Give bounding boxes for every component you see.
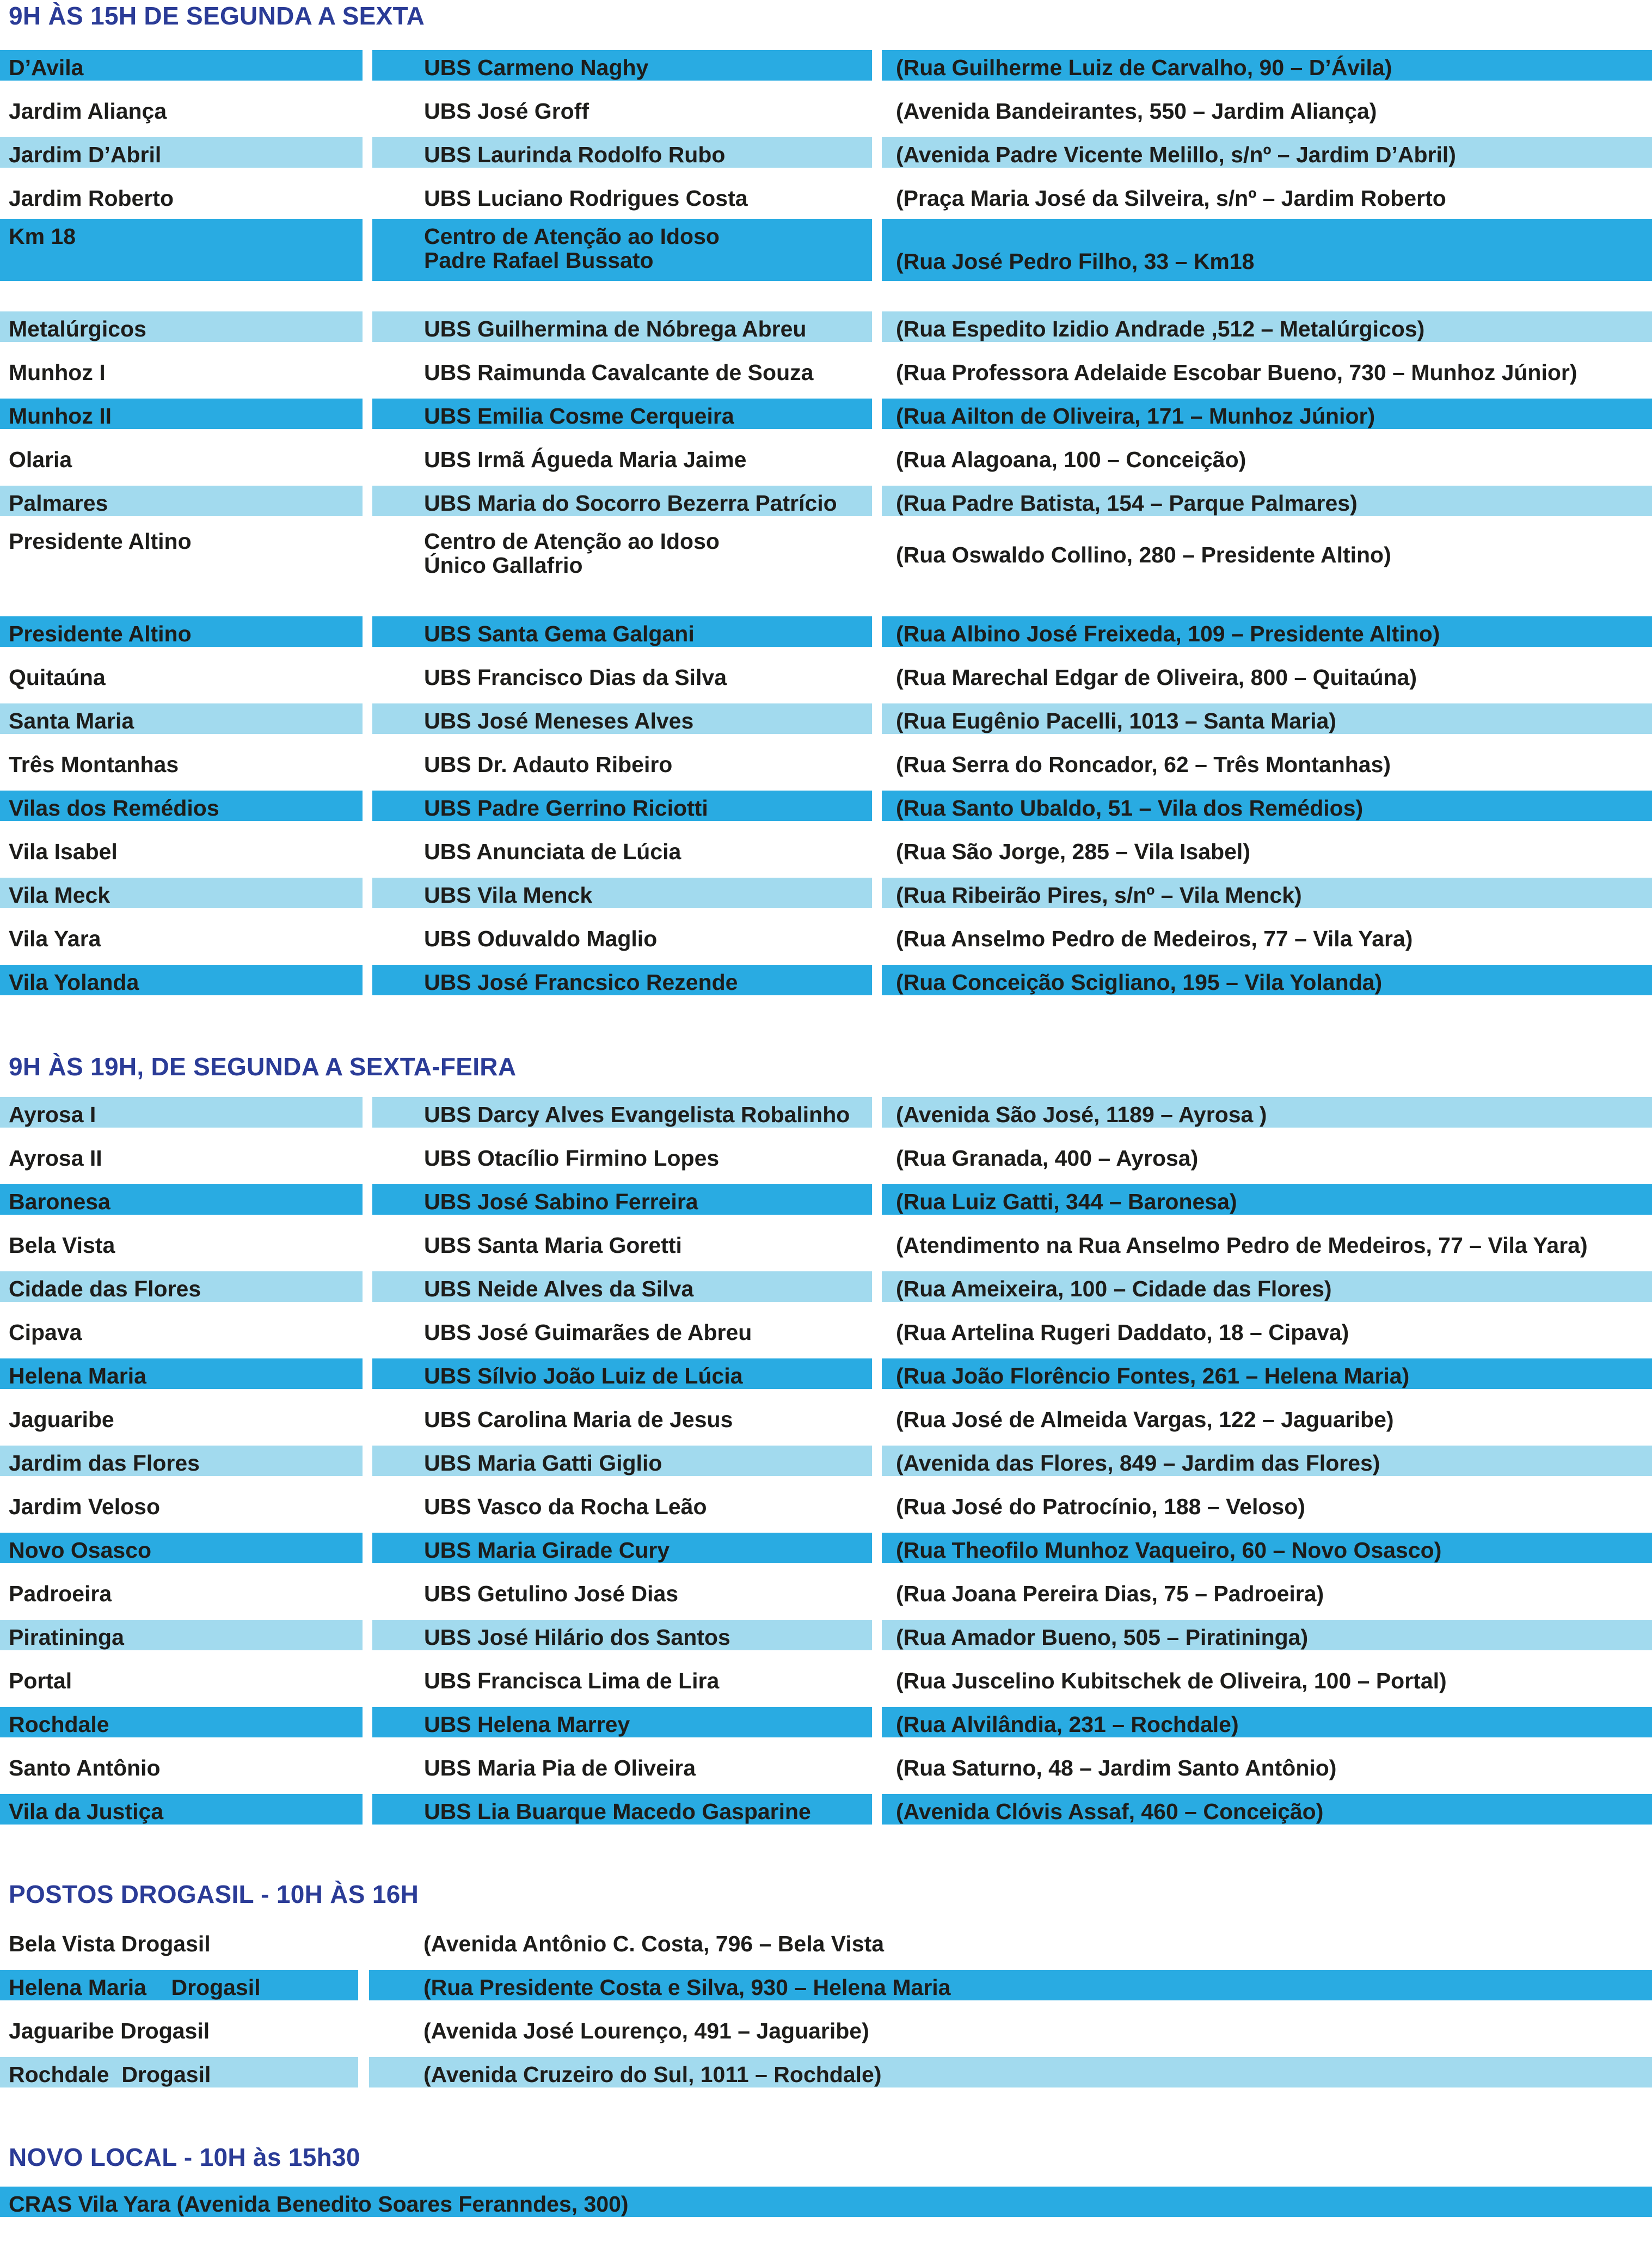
- bairro-cell: Jardim Veloso: [9, 1494, 161, 1519]
- bairro-cell: Vilas dos Remédios: [0, 791, 363, 821]
- bairro-cell: Vila Meck: [0, 878, 363, 908]
- unidade-cell: [372, 524, 872, 586]
- unidade-line-1: Centro de Atenção ao Idoso: [424, 224, 720, 249]
- table-row: [0, 1926, 1652, 1957]
- unidade-cell: UBS Santa Maria Goretti: [424, 1233, 682, 1258]
- table-row: [0, 1663, 1652, 1694]
- endereco-cell: (Rua João Florêncio Fontes, 261 – Helena Maria): [882, 1358, 1652, 1389]
- bairro-cell: Três Montanhas: [9, 752, 179, 777]
- bairro-cell: Presidente Altino: [9, 529, 192, 554]
- bairro-cell: Ayrosa I: [0, 1097, 363, 1128]
- unidade-cell: UBS Irmã Águeda Maria Jaime: [424, 447, 747, 472]
- table-row: [0, 616, 1652, 647]
- endereco-cell: (Rua Amador Bueno, 505 – Piratininga): [882, 1620, 1652, 1650]
- endereco-cell: (Rua Santo Ubaldo, 51 – Vila dos Remédios): [882, 791, 1652, 821]
- table-row: [0, 2057, 1652, 2087]
- unidade-cell: UBS José Francsico Rezende: [372, 965, 872, 995]
- table-row: [0, 1184, 1652, 1215]
- endereco-cell: (Rua Padre Batista, 154 – Parque Palmares): [882, 486, 1652, 516]
- unidade-cell: UBS Guilhermina de Nóbrega Abreu: [372, 311, 872, 342]
- section-heading-9h-15h: 9H ÀS 15H DE SEGUNDA A SEXTA: [9, 2, 425, 30]
- unidade-cell: UBS Maria Pia de Oliveira: [424, 1755, 696, 1780]
- bairro-cell: Vila Yolanda: [0, 965, 363, 995]
- endereco-cell: (Rua Serra do Roncador, 62 – Três Montanhas): [896, 752, 1391, 777]
- bairro-cell: Munhoz I: [9, 360, 106, 385]
- endereco-cell: (Avenida Clóvis Assaf, 460 – Conceição): [882, 1794, 1652, 1825]
- bairro-cell: Padroeira: [9, 1581, 112, 1606]
- unidade-cell: UBS Vasco da Rocha Leão: [424, 1494, 707, 1519]
- table-row: [0, 1358, 1652, 1389]
- bairro-cell: Presidente Altino: [0, 616, 363, 647]
- unidade-cell: UBS Maria Girade Cury: [372, 1533, 872, 1563]
- endereco-cell: (Rua Oswaldo Collino, 280 – Presidente Altino): [896, 542, 1391, 567]
- section-heading-novo-local: NOVO LOCAL - 10H às 15h30: [9, 2143, 360, 2171]
- unidade-cell: UBS José Meneses Alves: [372, 703, 872, 734]
- bairro-cell: Santo Antônio: [9, 1755, 161, 1780]
- bairro-cell: Ayrosa II: [9, 1146, 102, 1171]
- endereco-cell: (Avenida Bandeirantes, 550 – Jardim Aliança): [896, 99, 1377, 124]
- endereco-cell: (Praça Maria José da Silveira, s/nº – Jardim Roberto: [896, 186, 1446, 211]
- unidade-cell: UBS Helena Marrey: [372, 1707, 872, 1737]
- unidade-cell: UBS Santa Gema Galgani: [372, 616, 872, 647]
- bairro-cell: Baronesa: [0, 1184, 363, 1215]
- unidade-cell: UBS Otacílio Firmino Lopes: [424, 1146, 720, 1171]
- endereco-cell: (Rua São Jorge, 285 – Vila Isabel): [896, 839, 1250, 864]
- endereco-cell: (Rua Joana Pereira Dias, 75 – Padroeira): [896, 1581, 1324, 1606]
- table-row: [0, 399, 1652, 429]
- unidade-cell: UBS Neide Alves da Silva: [372, 1271, 872, 1302]
- unidade-cell: UBS José Sabino Ferreira: [372, 1184, 872, 1215]
- table-row: [0, 1750, 1652, 1781]
- table-row: [0, 878, 1652, 908]
- endereco-cell: (Rua Ribeirão Pires, s/nº – Vila Menck): [882, 878, 1652, 908]
- bairro-cell: Jardim Aliança: [9, 99, 167, 124]
- bairro-cell: Piratininga: [0, 1620, 363, 1650]
- endereco-cell: (Atendimento na Rua Anselmo Pedro de Medeiros, 77 – Vila Yara): [896, 1233, 1588, 1258]
- endereco-cell: (Rua Marechal Edgar de Oliveira, 800 – Quitaúna): [896, 665, 1417, 690]
- endereco-cell: (Rua Guilherme Luiz de Carvalho, 90 – D’Ávila): [882, 50, 1652, 81]
- bairro-cell: Jardim D’Abril: [0, 137, 363, 168]
- bairro-cell: Palmares: [0, 486, 363, 516]
- table-row: [0, 1402, 1652, 1432]
- table-row: [0, 921, 1652, 952]
- table-row: [0, 1620, 1652, 1650]
- unidade-cell: UBS Padre Gerrino Riciotti: [372, 791, 872, 821]
- unidade-cell: UBS José Guimarães de Abreu: [424, 1320, 752, 1345]
- table-row: [0, 1271, 1652, 1302]
- unidade-cell: UBS Emilia Cosme Cerqueira: [372, 399, 872, 429]
- table-row: [0, 442, 1652, 473]
- unidade-cell: UBS Laurinda Rodolfo Rubo: [372, 137, 872, 168]
- table-row: [0, 2013, 1652, 2044]
- bairro-cell: Vila Isabel: [9, 839, 118, 864]
- endereco-cell: (Rua Conceição Scigliano, 195 – Vila Yolanda): [882, 965, 1652, 995]
- unidade-cell: [372, 219, 872, 281]
- table-row: [0, 1970, 1652, 2000]
- table-row: [0, 1794, 1652, 1825]
- unidade-cell: UBS Francisco Dias da Silva: [424, 665, 727, 690]
- endereco-cell: (Rua Professora Adelaide Escobar Bueno, 730 – Munhoz Júnior): [896, 360, 1577, 385]
- unidade-cell: UBS Anunciata de Lúcia: [424, 839, 681, 864]
- section-heading-drogasil: POSTOS DROGASIL - 10H ÀS 16H: [9, 1880, 419, 1908]
- unidade-cell: UBS Raimunda Cavalcante de Souza: [424, 360, 814, 385]
- local-cell: CRAS Vila Yara (Avenida Benedito Soares Feranndes, 300): [0, 2187, 1652, 2217]
- endereco-cell: (Avenida Antônio C. Costa, 796 – Bela Vista: [423, 1931, 885, 1956]
- unidade-cell: UBS Maria Gatti Giglio: [372, 1446, 872, 1476]
- bairro-cell: Portal: [9, 1668, 72, 1693]
- bairro-cell: Helena Maria: [0, 1358, 363, 1389]
- bairro-cell: Vila da Justiça: [0, 1794, 363, 1825]
- unidade-cell: UBS Sílvio João Luiz de Lúcia: [372, 1358, 872, 1389]
- table-row: [0, 524, 1652, 586]
- endereco-cell: (Rua José de Almeida Vargas, 122 – Jaguaribe): [896, 1407, 1394, 1432]
- bairro-cell: Bela Vista: [9, 1233, 115, 1258]
- table-row: [0, 50, 1652, 81]
- table-row: [0, 1489, 1652, 1520]
- table-row: [0, 1097, 1652, 1128]
- endereco-cell: (Rua Alvilândia, 231 – Rochdale): [882, 1707, 1652, 1737]
- bairro-cell: Jaguaribe: [9, 1407, 114, 1432]
- unidade-cell: UBS Carmeno Naghy: [372, 50, 872, 81]
- unidade-cell: UBS Oduvaldo Maglio: [424, 926, 658, 951]
- bairro-cell: Km 18: [0, 219, 363, 281]
- bairro-cell: Vila Yara: [9, 926, 101, 951]
- table-row: [0, 660, 1652, 690]
- endereco-cell: (Rua Espedito Izidio Andrade ,512 – Metalúrgicos): [882, 311, 1652, 342]
- endereco-cell: (Rua Juscelino Kubitschek de Oliveira, 100 – Portal): [896, 1668, 1447, 1693]
- unidade-cell: UBS Vila Menck: [372, 878, 872, 908]
- endereco-cell: (Rua Ailton de Oliveira, 171 – Munhoz Júnior): [882, 399, 1652, 429]
- endereco-cell: (Avenida José Lourenço, 491 – Jaguaribe): [423, 2018, 869, 2043]
- bairro-cell: Munhoz II: [0, 399, 363, 429]
- section-heading-9h-19h: 9H ÀS 19H, DE SEGUNDA A SEXTA-FEIRA: [9, 1052, 517, 1081]
- bairro-cell: Santa Maria: [0, 703, 363, 734]
- table-row: [0, 703, 1652, 734]
- table-row: [0, 834, 1652, 865]
- endereco-cell: (Avenida Cruzeiro do Sul, 1011 – Rochdale): [369, 2057, 1652, 2087]
- table-row: [0, 1315, 1652, 1345]
- endereco-cell: (Rua Albino José Freixeda, 109 – Presidente Altino): [882, 616, 1652, 647]
- bairro-cell: Quitaúna: [9, 665, 106, 690]
- table-row: [0, 219, 1652, 281]
- unidade-cell: UBS José Hilário dos Santos: [372, 1620, 872, 1650]
- bairro-cell: Jardim Roberto: [9, 186, 174, 211]
- endereco-cell: (Rua Saturno, 48 – Jardim Santo Antônio): [896, 1755, 1337, 1780]
- table-row: [0, 2187, 1652, 2217]
- endereco-cell: (Rua Eugênio Pacelli, 1013 – Santa Maria): [882, 703, 1652, 734]
- bairro-cell: Novo Osasco: [0, 1533, 363, 1563]
- unidade-line-2: Padre Rafael Bussato: [424, 248, 654, 273]
- bairro-cell: Cipava: [9, 1320, 82, 1345]
- local-cell: Rochdale Drogasil: [0, 2057, 358, 2087]
- table-row: [0, 94, 1652, 124]
- unidade-cell: UBS Darcy Alves Evangelista Robalinho: [372, 1097, 872, 1128]
- table-row: [0, 965, 1652, 995]
- table-row: [0, 747, 1652, 778]
- bairro-cell: D’Avila: [0, 50, 363, 81]
- endereco-cell: (Rua Granada, 400 – Ayrosa): [896, 1146, 1199, 1171]
- table-row: [0, 181, 1652, 211]
- table-row: [0, 486, 1652, 516]
- table-row: [0, 1576, 1652, 1607]
- local-cell: Jaguaribe Drogasil: [9, 2018, 210, 2043]
- unidade-cell: UBS Luciano Rodrigues Costa: [424, 186, 748, 211]
- endereco-cell: (Rua Theofilo Munhoz Vaqueiro, 60 – Novo Osasco): [882, 1533, 1652, 1563]
- bairro-cell: Rochdale: [0, 1707, 363, 1737]
- table-row: [0, 1141, 1652, 1171]
- unidade-cell: UBS Dr. Adauto Ribeiro: [424, 752, 673, 777]
- endereco-cell: (Avenida Padre Vicente Melillo, s/nº – Jardim D’Abril): [882, 137, 1652, 168]
- unidade-cell: UBS Lia Buarque Macedo Gasparine: [372, 1794, 872, 1825]
- unidade-cell: UBS Getulino José Dias: [424, 1581, 679, 1606]
- endereco-cell: (Rua Anselmo Pedro de Medeiros, 77 – Vila Yara): [896, 926, 1413, 951]
- endereco-cell: (Rua José Pedro Filho, 33 – Km18: [882, 219, 1652, 281]
- endereco-cell: (Rua Artelina Rugeri Daddato, 18 – Cipava): [896, 1320, 1349, 1345]
- endereco-cell: (Rua Alagoana, 100 – Conceição): [896, 447, 1246, 472]
- bairro-cell: Cidade das Flores: [0, 1271, 363, 1302]
- unidade-cell: UBS Francisca Lima de Lira: [424, 1668, 720, 1693]
- endereco-cell: (Avenida das Flores, 849 – Jardim das Flores): [882, 1446, 1652, 1476]
- unidade-line-2: Único Gallafrio: [424, 553, 583, 578]
- table-row: [0, 1228, 1652, 1258]
- table-row: [0, 137, 1652, 168]
- table-row: [0, 1707, 1652, 1737]
- bairro-cell: Jardim das Flores: [0, 1446, 363, 1476]
- endereco-cell: (Rua Ameixeira, 100 – Cidade das Flores): [882, 1271, 1652, 1302]
- table-row: [0, 311, 1652, 342]
- table-row: [0, 1533, 1652, 1563]
- endereco-cell: (Avenida São José, 1189 – Ayrosa ): [882, 1097, 1652, 1128]
- unidade-cell: UBS José Groff: [424, 99, 589, 124]
- endereco-cell: (Rua Presidente Costa e Silva, 930 – Helena Maria: [369, 1970, 1652, 2000]
- bairro-cell: Olaria: [9, 447, 72, 472]
- unidade-line-1: Centro de Atenção ao Idoso: [424, 529, 720, 554]
- local-cell: Helena Maria Drogasil: [0, 1970, 358, 2000]
- endereco-cell: (Rua Luiz Gatti, 344 – Baronesa): [882, 1184, 1652, 1215]
- table-row: [0, 355, 1652, 385]
- table-row: [0, 1446, 1652, 1476]
- unidade-cell: UBS Carolina Maria de Jesus: [424, 1407, 733, 1432]
- local-cell: Bela Vista Drogasil: [9, 1931, 211, 1956]
- bairro-cell: Metalúrgicos: [0, 311, 363, 342]
- unidade-cell: UBS Maria do Socorro Bezerra Patrício: [372, 486, 872, 516]
- table-row: [0, 791, 1652, 821]
- endereco-cell: (Rua José do Patrocínio, 188 – Veloso): [896, 1494, 1305, 1519]
